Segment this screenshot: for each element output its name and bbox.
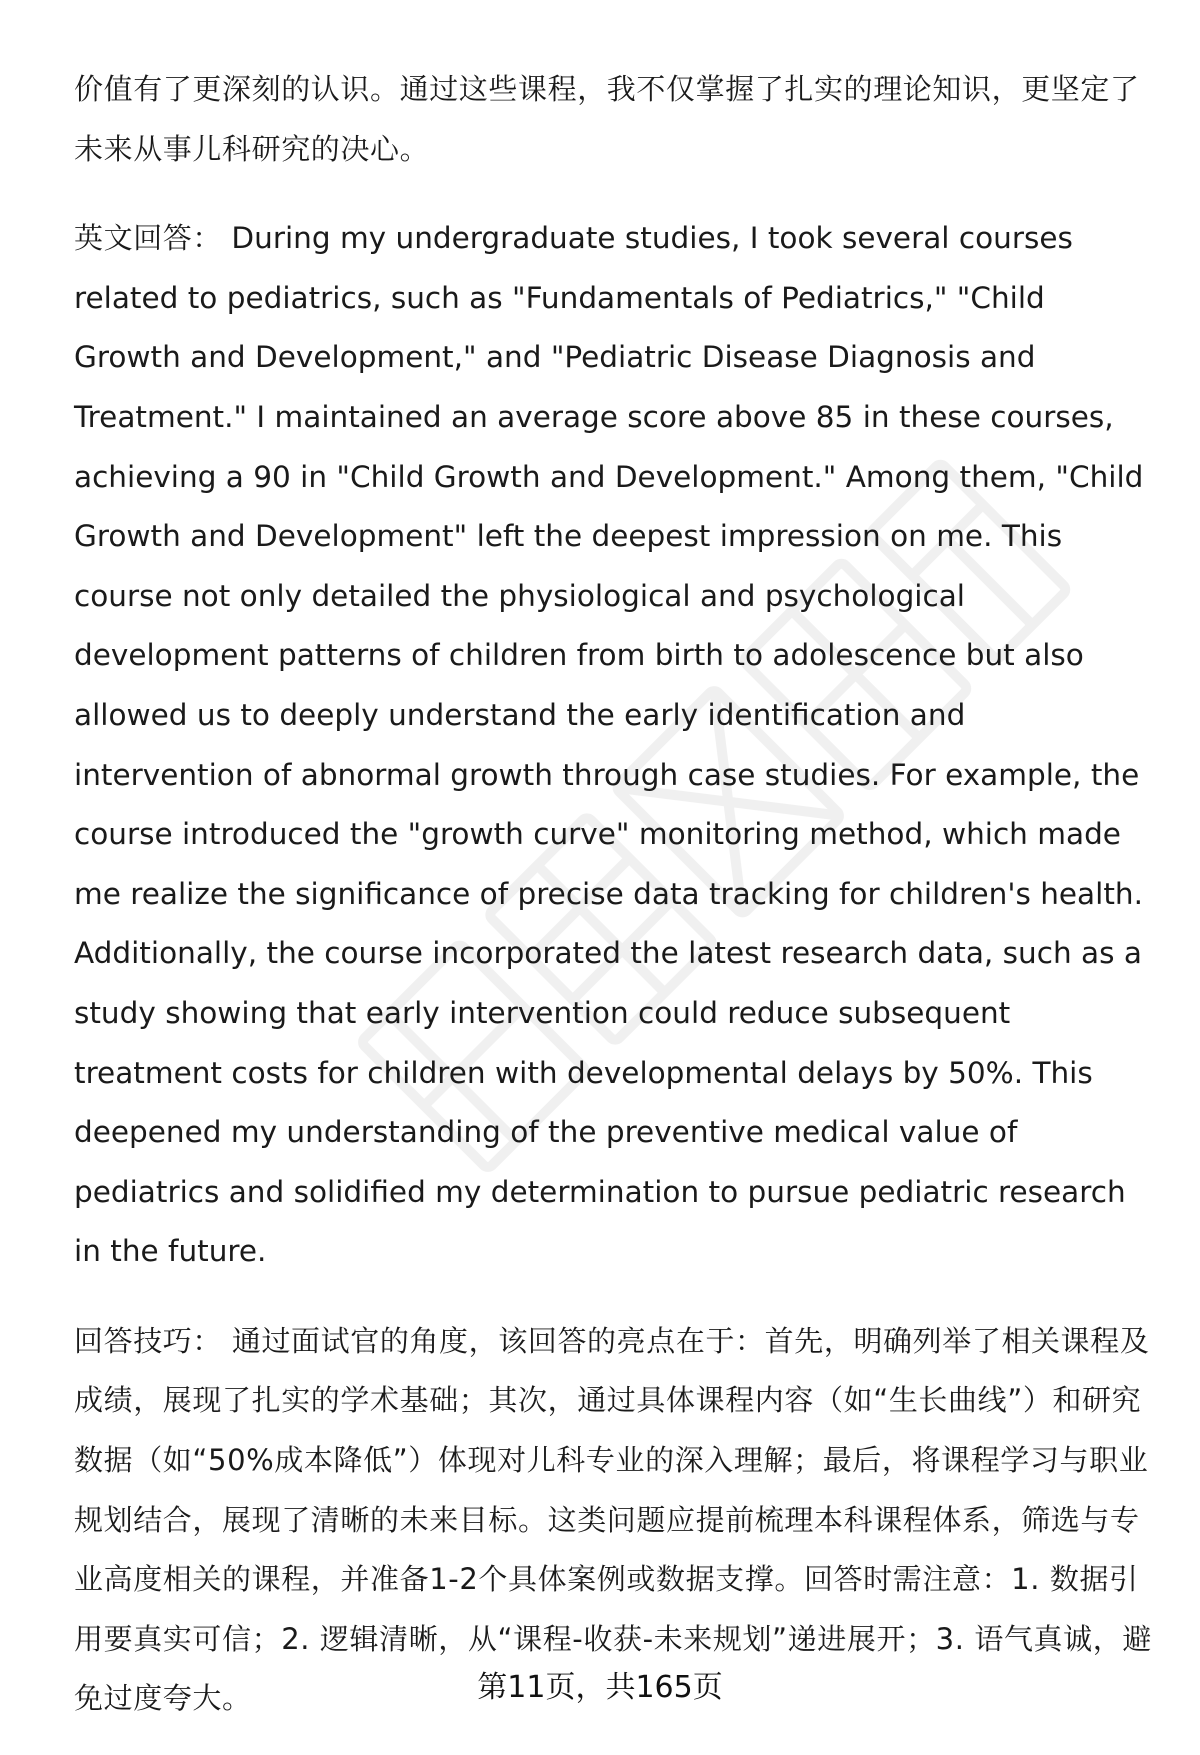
paragraph-english-answer [74,209,1154,1282]
page-number-footer: 第11页，共165页 [477,1670,723,1705]
paragraph-answer-tips [74,1312,1154,1729]
paragraph-label: 回答技巧： [74,1323,223,1358]
document-body [74,60,1154,1729]
paragraph-label: 英文回答： [74,221,223,256]
paragraph-chinese-summary [74,60,1154,179]
paragraph-text: During my undergraduate studies, I took several courses related to pediatrics, such as "Fundamentals of Pediatrics," "Child Growth and Development," and "Pediatric Disease Diagnosis and Treatment." I maintained an average score above 85 in these courses, achieving a 90 in "Child Growth and Development." Among them, "Child Growth and Development" left the deepest impression on me. This course not only detailed the physiological and psychological development patterns of children from birth to adolescence but also allowed us to deeply understand the early identification and intervention of abnormal growth through case studies. For example, the course introduced the "growth curve" monitoring method, which made me realize the significance of precise data tracking for children's health. Additionally, the course incorporated the latest research data, such as a study showing that early intervention could reduce subsequent treatment costs for children with developmental delays by 50%. This deepened my understanding of the preventive medical value of pediatrics and solidified my determination to pursue pediatric research in the future. [74,221,1144,1269]
paragraph-text: 通过面试官的角度，该回答的亮点在于：首先，明确列举了相关课程及成绩，展现了扎实的学术基础；其次，通过具体课程内容（如“生长曲线”）和研究数据（如“50%成本降低”）体现对儿科专业的深入理解；最后，将课程学习与职业规划结合，展现了清晰的未来目标。这类问题应提前梳理本科课程体系，筛选与专业高度相关的课程，并准备1-2个具体案例或数据支撑。回答时需注意：1. 数据引用要真实可信；2. 逻辑清晰，从“课程-收获-未来规划”递进展开；3. 语气真诚，避免过度夸大。 [74,1323,1152,1716]
paragraph-text: 价值有了更深刻的认识。通过这些课程，我不仅掌握了扎实的理论知识，更坚定了未来从事儿科研究的决心。 [74,72,1140,166]
